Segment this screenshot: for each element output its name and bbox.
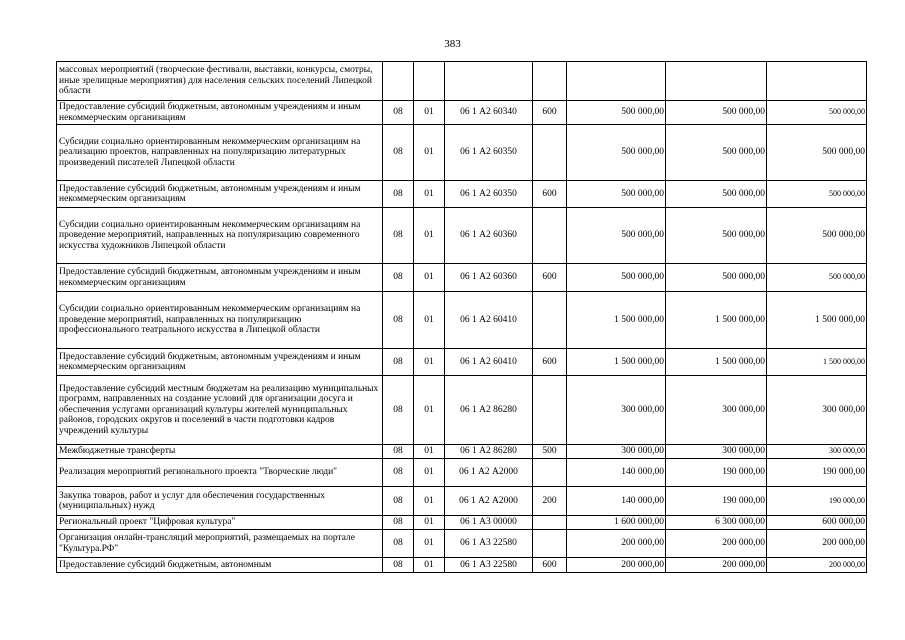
- target-article-cell: 06 1 А2 60410: [445, 292, 533, 349]
- row-name-cell: массовых мероприятий (творческие фестивали, выставки, конкурсы, смотры, иные зрелищные мероприятия) для населения сельских поселений Липецкой области: [57, 62, 383, 101]
- section-code-cell: 08: [383, 208, 414, 264]
- table-row: [57, 487, 867, 516]
- target-article-cell: 06 1 А2 60350: [445, 181, 533, 208]
- amount-year2-cell: 500 000,00: [666, 208, 767, 264]
- subsection-code-cell: 01: [414, 208, 445, 264]
- target-article-cell: 06 1 А2 60360: [445, 208, 533, 264]
- row-name-cell: Предоставление субсидий бюджетным, автономным учреждениям и иным некоммерческим организациям: [57, 101, 383, 125]
- amount-year1-cell: [567, 62, 666, 101]
- target-article-cell: [445, 62, 533, 101]
- section-code-cell: 08: [383, 349, 414, 376]
- section-code-cell: 08: [383, 530, 414, 558]
- target-article-cell: 06 1 А2 86280: [445, 376, 533, 445]
- amount-year2-cell: 200 000,00: [666, 558, 767, 573]
- amount-year2-cell: 190 000,00: [666, 487, 767, 516]
- section-code-cell: 08: [383, 445, 414, 459]
- subsection-code-cell: 01: [414, 349, 445, 376]
- expense-type-cell: 200: [533, 487, 567, 516]
- target-article-cell: 06 1 А2 60350: [445, 125, 533, 181]
- amount-year1-cell: 500 000,00: [567, 181, 666, 208]
- table-row: [57, 530, 867, 558]
- table-row: [57, 264, 867, 292]
- expense-type-cell: [533, 125, 567, 181]
- amount-year3-cell: 190 000,00: [767, 459, 867, 487]
- table-body: [57, 62, 867, 573]
- table-row: [57, 208, 867, 264]
- page-number: 383: [444, 38, 461, 50]
- expense-type-cell: [533, 62, 567, 101]
- subsection-code-cell: 01: [414, 516, 445, 530]
- amount-year3-cell: [767, 62, 867, 101]
- row-name-cell: Предоставление субсидий бюджетным, автономным: [57, 558, 383, 573]
- table-row: [57, 125, 867, 181]
- expense-type-cell: [533, 516, 567, 530]
- amount-year1-cell: 300 000,00: [567, 376, 666, 445]
- amount-year2-cell: 300 000,00: [666, 445, 767, 459]
- target-article-cell: 06 1 А2 А2000: [445, 487, 533, 516]
- amount-year1-cell: 500 000,00: [567, 264, 666, 292]
- section-code-cell: 08: [383, 181, 414, 208]
- expense-type-cell: [533, 376, 567, 445]
- amount-year2-cell: [666, 62, 767, 101]
- target-article-cell: 06 1 А3 22580: [445, 530, 533, 558]
- section-code-cell: 08: [383, 376, 414, 445]
- target-article-cell: 06 1 А2 60340: [445, 101, 533, 125]
- amount-year3-cell: 300 000,00: [767, 376, 867, 445]
- section-code-cell: 08: [383, 487, 414, 516]
- amount-year1-cell: 140 000,00: [567, 487, 666, 516]
- target-article-cell: 06 1 А2 60410: [445, 349, 533, 376]
- table-row: [57, 62, 867, 101]
- subsection-code-cell: 01: [414, 292, 445, 349]
- row-name-cell: Реализация мероприятий регионального проекта "Творческие люди": [57, 459, 383, 487]
- row-name-cell: Организация онлайн-трансляций мероприятий, размещаемых на портале "Культура.РФ": [57, 530, 383, 558]
- table-row: [57, 292, 867, 349]
- row-name-cell: Предоставление субсидий местным бюджетам на реализацию муниципальных программ, направленных на создание условий для организации досуга и обеспечения услугами организаций культуры жителей муниципальных районов, городских округов и поселений в части подготовки кадров учреждений культуры: [57, 376, 383, 445]
- expense-type-cell: 600: [533, 349, 567, 376]
- amount-year3-cell: 190 000,00: [767, 487, 867, 516]
- amount-year3-cell: 500 000,00: [767, 181, 867, 208]
- section-code-cell: 08: [383, 516, 414, 530]
- expense-type-cell: 500: [533, 445, 567, 459]
- expense-type-cell: [533, 292, 567, 349]
- amount-year1-cell: 1 600 000,00: [567, 516, 666, 530]
- amount-year1-cell: 200 000,00: [567, 558, 666, 573]
- section-code-cell: 08: [383, 125, 414, 181]
- subsection-code-cell: 01: [414, 376, 445, 445]
- amount-year2-cell: 200 000,00: [666, 530, 767, 558]
- expense-type-cell: 600: [533, 558, 567, 573]
- row-name-cell: Предоставление субсидий бюджетным, автономным учреждениям и иным некоммерческим организациям: [57, 264, 383, 292]
- subsection-code-cell: 01: [414, 125, 445, 181]
- amount-year1-cell: 500 000,00: [567, 125, 666, 181]
- row-name-cell: Закупка товаров, работ и услуг для обеспечения государственных (муниципальных) нужд: [57, 487, 383, 516]
- amount-year3-cell: 300 000,00: [767, 445, 867, 459]
- expense-type-cell: [533, 208, 567, 264]
- amount-year2-cell: 190 000,00: [666, 459, 767, 487]
- expense-type-cell: [533, 459, 567, 487]
- amount-year3-cell: 500 000,00: [767, 101, 867, 125]
- subsection-code-cell: 01: [414, 558, 445, 573]
- amount-year3-cell: 1 500 000,00: [767, 292, 867, 349]
- section-code-cell: 08: [383, 292, 414, 349]
- table-row: [57, 349, 867, 376]
- amount-year2-cell: 500 000,00: [666, 181, 767, 208]
- target-article-cell: 06 1 А2 86280: [445, 445, 533, 459]
- row-name-cell: Субсидии социально ориентированным некоммерческим организациям на проведение мероприятий, направленных на популяризацию профессионального театрального искусства в Липецкой области: [57, 292, 383, 349]
- section-code-cell: 08: [383, 101, 414, 125]
- section-code-cell: 08: [383, 264, 414, 292]
- table-row: [57, 459, 867, 487]
- amount-year1-cell: 300 000,00: [567, 445, 666, 459]
- subsection-code-cell: 01: [414, 101, 445, 125]
- subsection-code-cell: [414, 62, 445, 101]
- expense-type-cell: 600: [533, 101, 567, 125]
- table-row: [57, 101, 867, 125]
- expense-type-cell: 600: [533, 181, 567, 208]
- amount-year3-cell: 200 000,00: [767, 558, 867, 573]
- amount-year1-cell: 1 500 000,00: [567, 292, 666, 349]
- subsection-code-cell: 01: [414, 487, 445, 516]
- amount-year2-cell: 500 000,00: [666, 101, 767, 125]
- table-row: [57, 376, 867, 445]
- expense-type-cell: 600: [533, 264, 567, 292]
- target-article-cell: 06 1 А2 60360: [445, 264, 533, 292]
- table-row: [57, 558, 867, 573]
- row-name-cell: Региональный проект "Цифровая культура": [57, 516, 383, 530]
- subsection-code-cell: 01: [414, 530, 445, 558]
- target-article-cell: 06 1 А2 А2000: [445, 459, 533, 487]
- subsection-code-cell: 01: [414, 459, 445, 487]
- subsection-code-cell: 01: [414, 264, 445, 292]
- table-row: [57, 445, 867, 459]
- amount-year2-cell: 500 000,00: [666, 264, 767, 292]
- amount-year3-cell: 500 000,00: [767, 125, 867, 181]
- row-name-cell: Предоставление субсидий бюджетным, автономным учреждениям и иным некоммерческим организациям: [57, 349, 383, 376]
- row-name-cell: Субсидии социально ориентированным некоммерческим организациям на проведение мероприятий, направленных на популяризацию современного искусства художников Липецкой области: [57, 208, 383, 264]
- row-name-cell: Межбюджетные трансферты: [57, 445, 383, 459]
- section-code-cell: [383, 62, 414, 101]
- budget-table: [56, 61, 867, 573]
- amount-year3-cell: 1 500 000,00: [767, 349, 867, 376]
- subsection-code-cell: 01: [414, 445, 445, 459]
- table-row: [57, 181, 867, 208]
- amount-year2-cell: 1 500 000,00: [666, 349, 767, 376]
- table-row: [57, 516, 867, 530]
- amount-year1-cell: 500 000,00: [567, 208, 666, 264]
- subsection-code-cell: 01: [414, 181, 445, 208]
- amount-year2-cell: 500 000,00: [666, 125, 767, 181]
- section-code-cell: 08: [383, 558, 414, 573]
- target-article-cell: 06 1 А3 22580: [445, 558, 533, 573]
- target-article-cell: 06 1 А3 00000: [445, 516, 533, 530]
- amount-year3-cell: 600 000,00: [767, 516, 867, 530]
- amount-year1-cell: 140 000,00: [567, 459, 666, 487]
- amount-year2-cell: 1 500 000,00: [666, 292, 767, 349]
- expense-type-cell: [533, 530, 567, 558]
- row-name-cell: Предоставление субсидий бюджетным, автономным учреждениям и иным некоммерческим организациям: [57, 181, 383, 208]
- amount-year1-cell: 1 500 000,00: [567, 349, 666, 376]
- amount-year3-cell: 200 000,00: [767, 530, 867, 558]
- section-code-cell: 08: [383, 459, 414, 487]
- amount-year1-cell: 200 000,00: [567, 530, 666, 558]
- amount-year1-cell: 500 000,00: [567, 101, 666, 125]
- amount-year2-cell: 300 000,00: [666, 376, 767, 445]
- amount-year3-cell: 500 000,00: [767, 208, 867, 264]
- amount-year2-cell: 6 300 000,00: [666, 516, 767, 530]
- row-name-cell: Субсидии социально ориентированным некоммерческим организациям на реализацию проектов, направленных на популяризацию литературных произведений писателей Липецкой области: [57, 125, 383, 181]
- amount-year3-cell: 500 000,00: [767, 264, 867, 292]
